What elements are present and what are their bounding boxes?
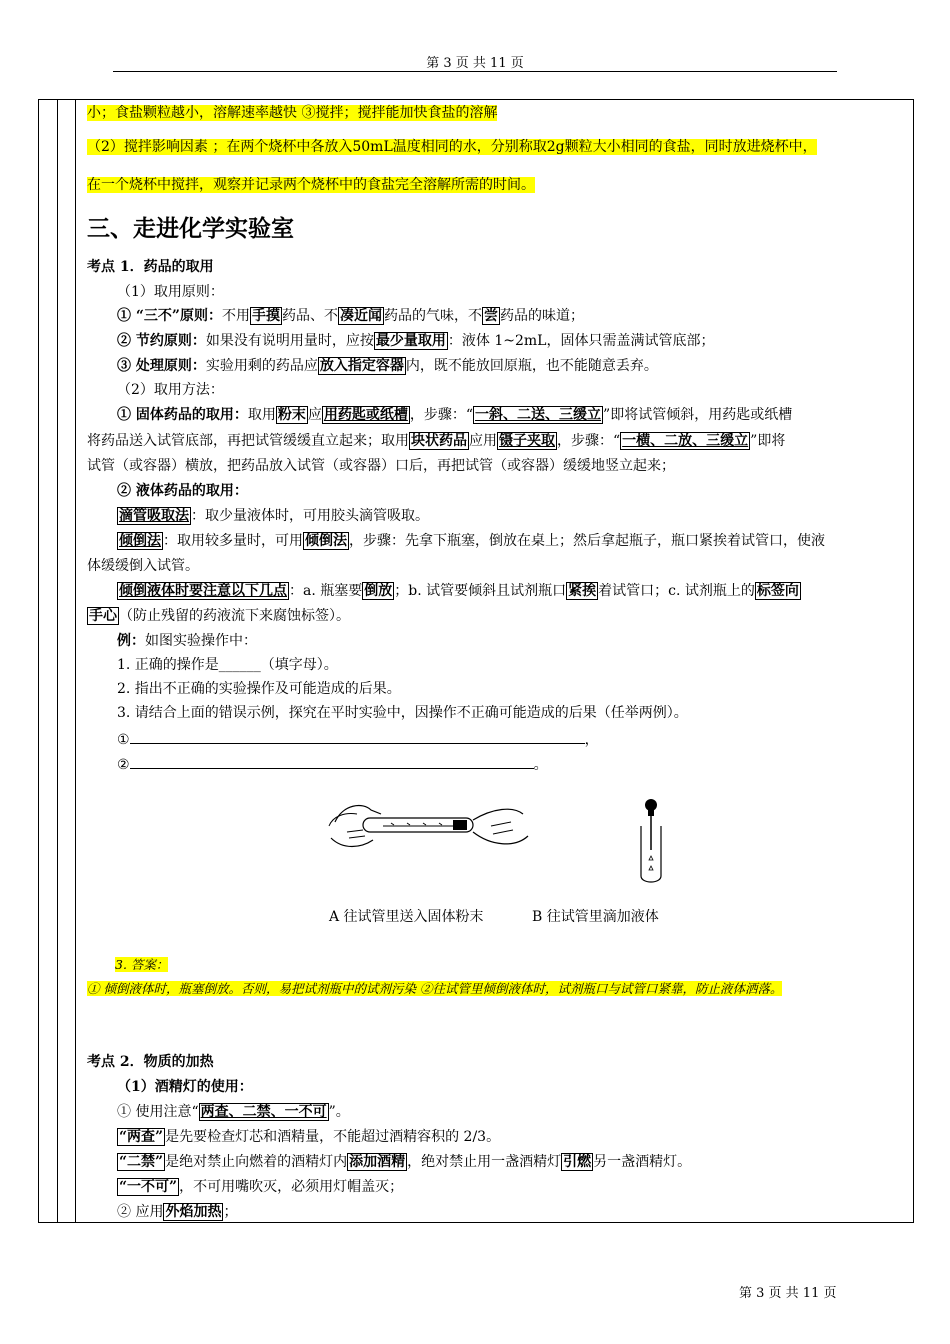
section-title: 三、走进化学实验室	[87, 215, 294, 242]
figure-a-test-tube-solid	[323, 796, 553, 856]
principle-1: ① “三不”原则：不用 手摸 药品、不 凑近闻 药品的气味，不 尝 药品的味道；	[117, 308, 584, 324]
intro-line-3: 在一个烧杯中搅拌，观察并记录两个烧杯中的食盐完全溶解所需的时间。	[87, 177, 535, 193]
liquid-method-heading: ② 液体药品的取用：	[117, 483, 248, 499]
example-intro: 例：如图实验操作中：	[117, 633, 257, 649]
page-header: 第 3 页 共 11 页	[426, 56, 524, 71]
pouring-notes-line-2: 手心 （防止残留的药液流下来腐蚀标签）。	[89, 608, 350, 624]
answer-title: 3. 答案：	[115, 957, 169, 972]
header-rule	[113, 71, 837, 72]
figure-b-dropper-tube	[636, 796, 666, 886]
methods-heading: （2）取用方法：	[117, 382, 224, 398]
figure-b-caption: B 往试管里滴加液体	[532, 909, 659, 925]
page-footer: 第 3 页 共 11 页	[739, 1286, 837, 1301]
answer-blank-2: ② 。	[117, 754, 548, 774]
intro-line-1: 小；食盐颗粒越小，溶解速率越快 ③搅拌；搅拌能加快食盐的溶解	[87, 105, 498, 121]
topic-1-title: 考点 1．药品的取用	[87, 259, 214, 275]
figure-a-caption: A 往试管里送入固体粉末	[329, 909, 484, 925]
lamp-outer-flame: ② 应用 外焰加热 ；	[117, 1204, 238, 1220]
table-column-divider	[57, 100, 58, 1222]
intro-line-2: （2）搅拌影响因素 ；在两个烧杯中各放入50mL温度相同的水，分别称取2g颗粒大小相同的食盐，同时放进烧杯中，	[87, 139, 817, 155]
question-3: 3. 请结合上面的错误示例，探究在平时实验中，因操作不正确可能造成的后果（任举两例）。	[117, 705, 688, 721]
answer-blank-1: ① ，	[117, 729, 599, 749]
lamp-two-checks: “两查” 是先要检查灯芯和酒精量，不能超过酒精容积的 2/3。	[119, 1129, 501, 1145]
principle-3: ③ 处理原则：实验用剩的药品应 放入指定容器 内，既不能放回原瓶，也不能随意丢弃。	[117, 358, 658, 374]
lamp-two-bans: “二禁” 是绝对禁止向燃着的酒精灯内 添加酒精 ，绝对禁止用一盏酒精灯 引燃 另一盏酒精灯。	[119, 1154, 692, 1170]
dropper-method: 滴管吸取法 ：取少量液体时，可用胶头滴管吸取。	[119, 508, 429, 524]
question-2: 2. 指出不正确的实验操作及可能造成的后果。	[117, 681, 401, 697]
answer-text: ① 倾倒液体时，瓶塞倒放。否则，易把试剂瓶中的试剂污染 ②往试管里倾倒液体时，试剂瓶口与试管口紧靠，防止液体洒落。	[87, 981, 783, 996]
lamp-one-never: “一不可” ，不可用嘴吹灭，必须用灯帽盖灭；	[119, 1179, 404, 1195]
table-column-divider	[75, 100, 76, 1222]
question-1: 1. 正确的操作是______（填字母）。	[117, 657, 338, 673]
lamp-rules: ① 使用注意“ 两查、二禁、一不可 ”。	[117, 1104, 350, 1120]
topic-2-title: 考点 2．物质的加热	[87, 1054, 214, 1070]
lamp-heading: （1）酒精灯的使用：	[117, 1079, 253, 1095]
pouring-notes-line-1: 倾倒液体时要注意以下几点 ：a. 瓶塞要 倒放 ；b. 试管要倾斜且试剂瓶口 紧挨 着试管口；c. 试剂瓶上的 标签向	[119, 583, 799, 599]
pouring-method-line-2: 体缓缓倒入试管。	[87, 558, 199, 574]
solid-method-line-2: 将药品送入试管底部，再把试管缓缓直立起来；取用 块状药品 应用 镊子夹取 ，步骤：“ 一横、二放、三缓立 ”即将	[87, 433, 786, 449]
content-table	[38, 99, 914, 1223]
solid-method-line-3: 试管（或容器）横放，把药品放入试管（或容器）口后，再把试管（或容器）缓缓地竖立起来；	[87, 458, 675, 474]
solid-method-line-1: ① 固体药品的取用：取用 粉末 应 用药匙或纸槽 ，步骤：“ 一斜、二送、三缓立 ”即将试管倾斜，用药匙或纸槽	[117, 407, 793, 423]
principle-2: ② 节约原则：如果没有说明用量时，应按 最少量取用 ：液体 1~2mL，固体只需盖满试管底部；	[117, 333, 715, 349]
principles-heading: （1）取用原则：	[117, 284, 224, 300]
pouring-method-line-1: 倾倒法 ：取用较多量时，可用 倾倒法 ，步骤：先拿下瓶塞，倒放在桌上；然后拿起瓶子，瓶口紧挨着试管口，使液	[119, 533, 825, 549]
